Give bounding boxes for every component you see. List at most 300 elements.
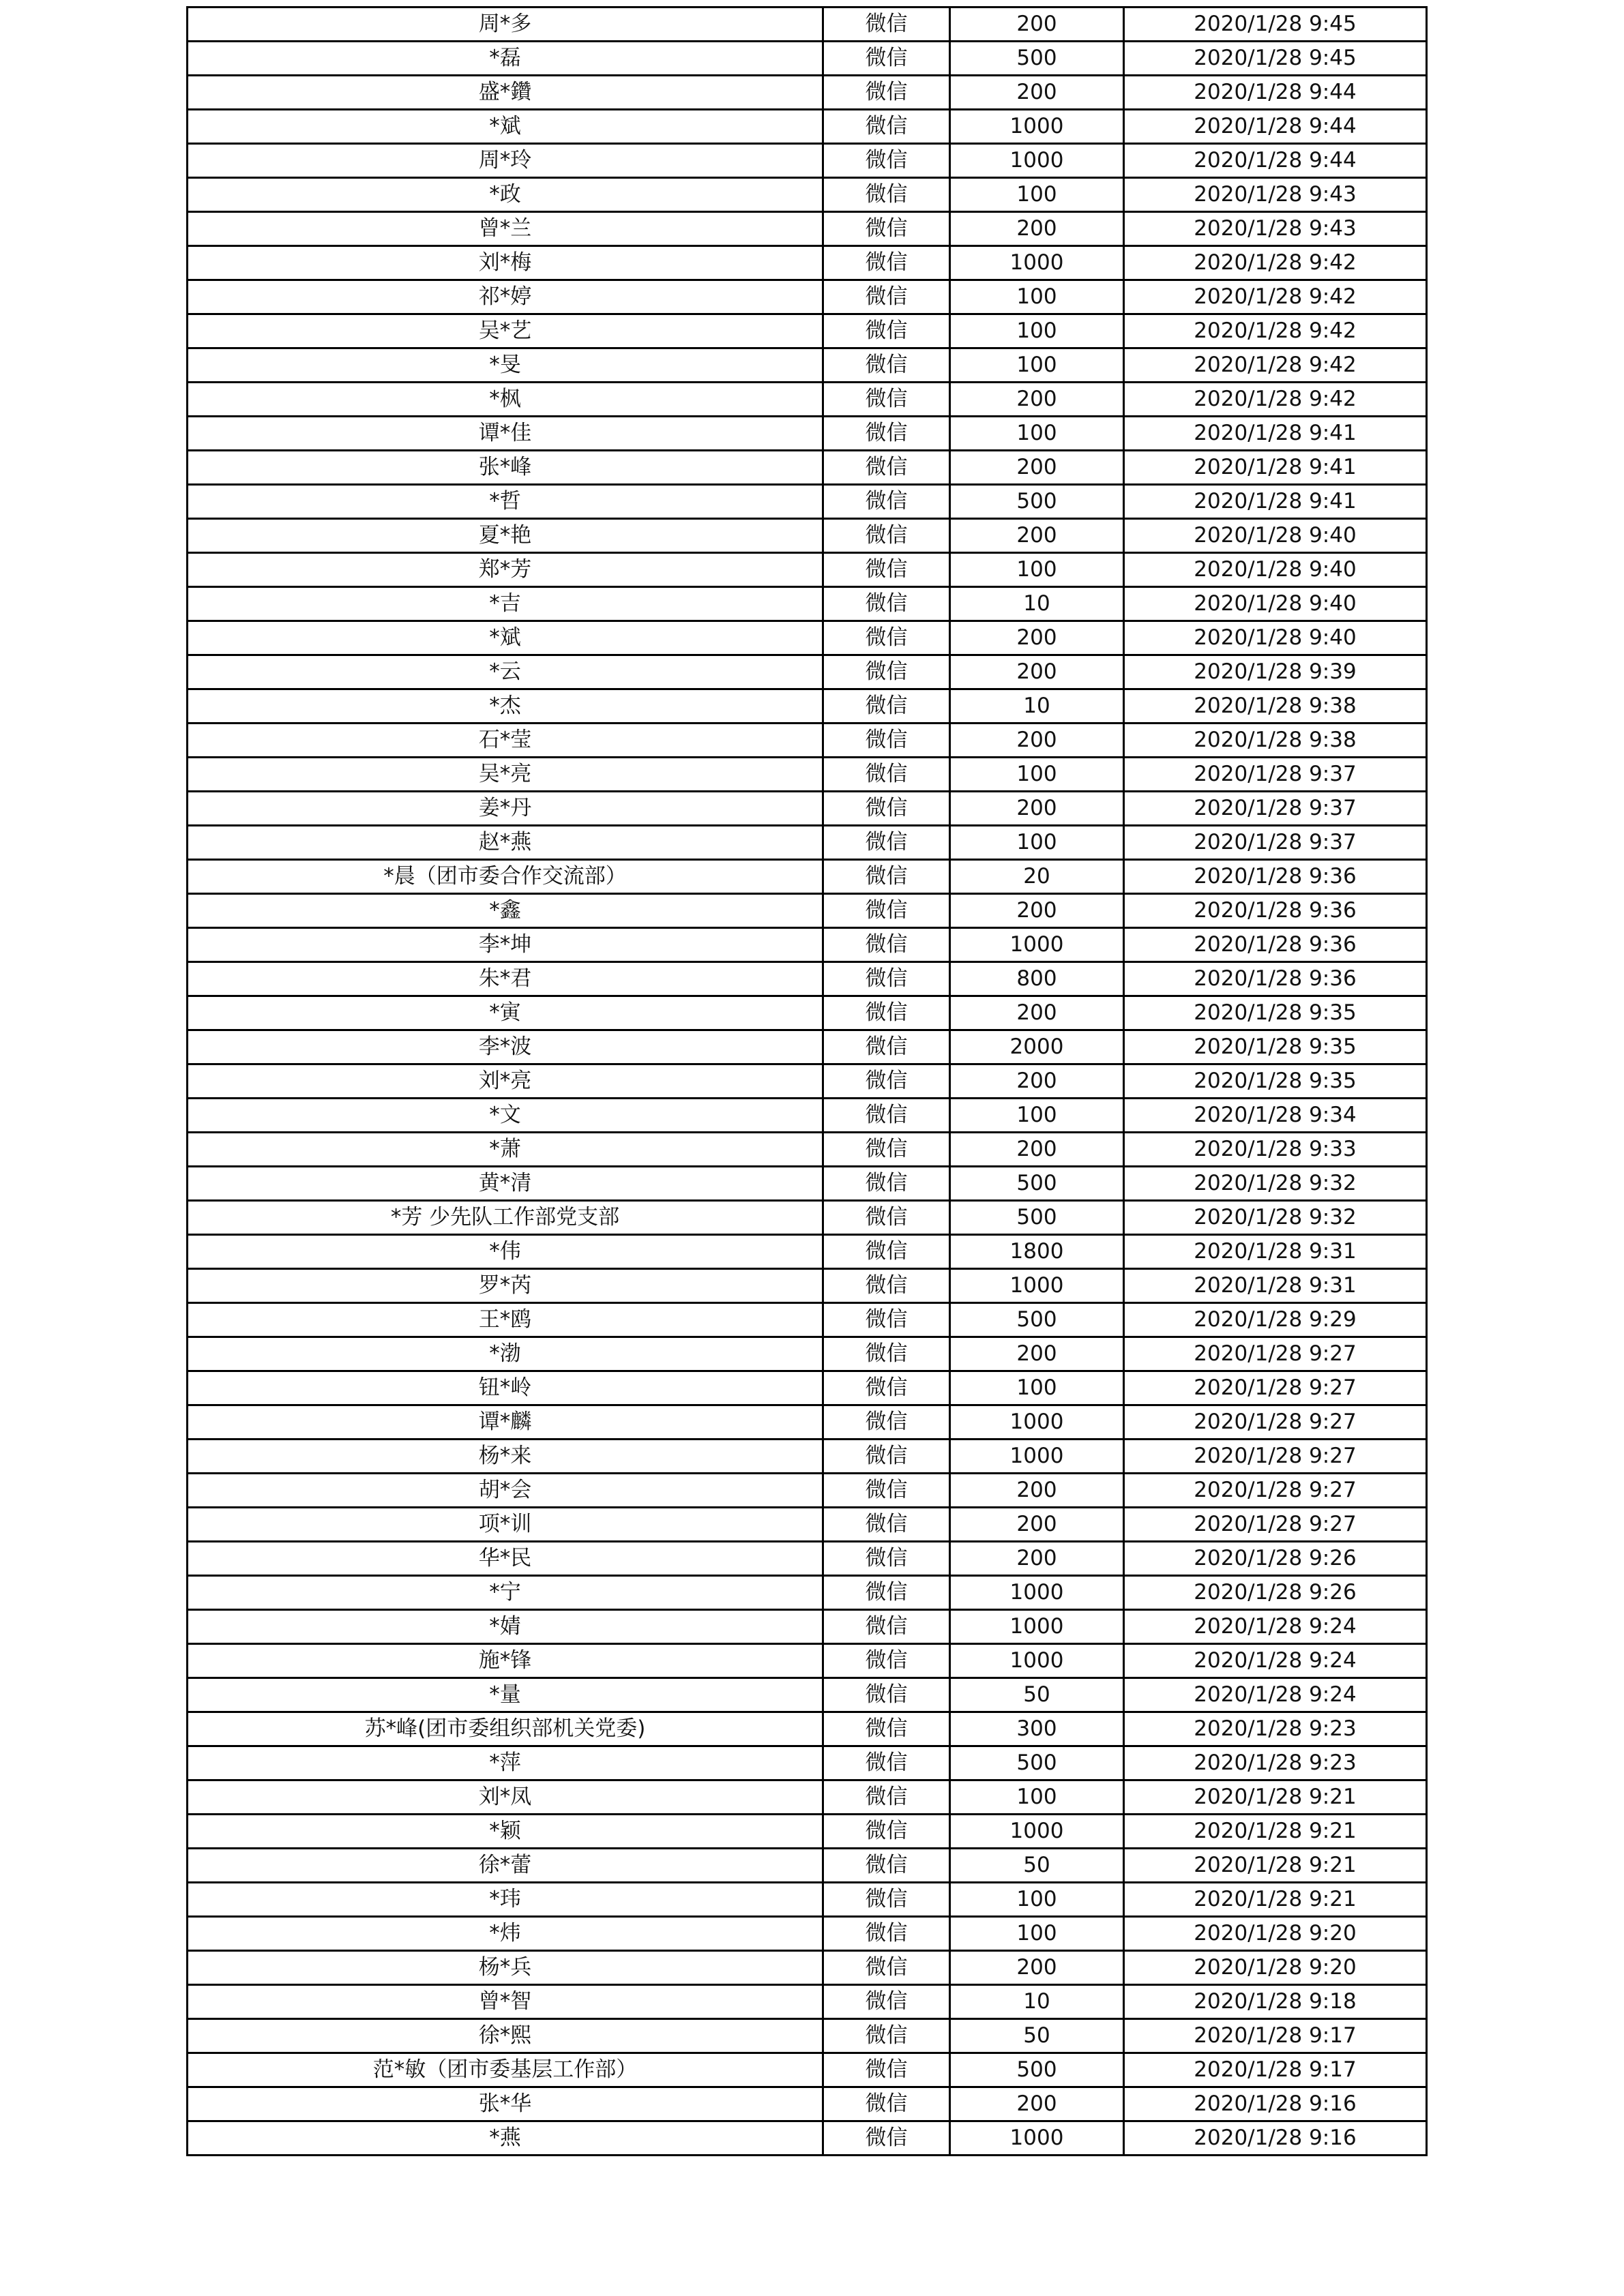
timestamp-cell: 2020/1/28 9:27 <box>1124 1371 1427 1405</box>
payment-method-cell: 微信 <box>823 1678 950 1712</box>
amount-cell: 200 <box>950 1508 1124 1542</box>
amount-cell: 200 <box>950 8 1124 42</box>
timestamp-cell: 2020/1/28 9:40 <box>1124 621 1427 655</box>
table-row <box>188 383 1427 417</box>
donor-name-cell: 李*波 <box>188 1030 823 1064</box>
payment-method-cell: 微信 <box>823 894 950 928</box>
donor-name-cell: *政 <box>188 178 823 212</box>
table-row <box>188 485 1427 519</box>
amount-cell: 1000 <box>950 928 1124 962</box>
amount-cell: 200 <box>950 76 1124 110</box>
payment-method-cell: 微信 <box>823 928 950 962</box>
payment-method-cell: 微信 <box>823 1064 950 1099</box>
donor-name-cell: 华*民 <box>188 1542 823 1576</box>
timestamp-cell: 2020/1/28 9:42 <box>1124 280 1427 314</box>
donor-name-cell: 周*多 <box>188 8 823 42</box>
timestamp-cell: 2020/1/28 9:37 <box>1124 792 1427 826</box>
timestamp-cell: 2020/1/28 9:18 <box>1124 1985 1427 2019</box>
timestamp-cell: 2020/1/28 9:36 <box>1124 928 1427 962</box>
donor-name-cell: 刘*梅 <box>188 246 823 280</box>
donor-name-cell: *玮 <box>188 1883 823 1917</box>
amount-cell: 1000 <box>950 1576 1124 1610</box>
donor-name-cell: *燕 <box>188 2121 823 2156</box>
amount-cell: 500 <box>950 42 1124 76</box>
table-row <box>188 1849 1427 1883</box>
timestamp-cell: 2020/1/28 9:24 <box>1124 1644 1427 1678</box>
payment-method-cell: 微信 <box>823 1133 950 1167</box>
timestamp-cell: 2020/1/28 9:42 <box>1124 246 1427 280</box>
timestamp-cell: 2020/1/28 9:21 <box>1124 1883 1427 1917</box>
donor-name-cell: 施*锋 <box>188 1644 823 1678</box>
timestamp-cell: 2020/1/28 9:21 <box>1124 1780 1427 1815</box>
timestamp-cell: 2020/1/28 9:23 <box>1124 1746 1427 1780</box>
timestamp-cell: 2020/1/28 9:26 <box>1124 1542 1427 1576</box>
amount-cell: 500 <box>950 485 1124 519</box>
donor-name-cell: 吴*艺 <box>188 314 823 348</box>
payment-method-cell: 微信 <box>823 1099 950 1133</box>
amount-cell: 100 <box>950 1099 1124 1133</box>
table-row <box>188 1576 1427 1610</box>
timestamp-cell: 2020/1/28 9:44 <box>1124 144 1427 178</box>
timestamp-cell: 2020/1/28 9:36 <box>1124 962 1427 996</box>
donor-name-cell: 罗*芮 <box>188 1269 823 1303</box>
payment-method-cell: 微信 <box>823 792 950 826</box>
timestamp-cell: 2020/1/28 9:33 <box>1124 1133 1427 1167</box>
timestamp-cell: 2020/1/28 9:21 <box>1124 1815 1427 1849</box>
payment-method-cell: 微信 <box>823 417 950 451</box>
payment-method-cell: 微信 <box>823 1474 950 1508</box>
payment-method-cell: 微信 <box>823 314 950 348</box>
amount-cell: 100 <box>950 1883 1124 1917</box>
timestamp-cell: 2020/1/28 9:35 <box>1124 996 1427 1030</box>
donor-name-cell: *颖 <box>188 1815 823 1849</box>
timestamp-cell: 2020/1/28 9:37 <box>1124 758 1427 792</box>
amount-cell: 100 <box>950 417 1124 451</box>
donor-name-cell: 黄*清 <box>188 1167 823 1201</box>
donor-name-cell: 盛*鑽 <box>188 76 823 110</box>
payment-method-cell: 微信 <box>823 1712 950 1746</box>
timestamp-cell: 2020/1/28 9:20 <box>1124 1917 1427 1951</box>
timestamp-cell: 2020/1/28 9:39 <box>1124 655 1427 689</box>
amount-cell: 1000 <box>950 1440 1124 1474</box>
table-row <box>188 76 1427 110</box>
timestamp-cell: 2020/1/28 9:32 <box>1124 1201 1427 1235</box>
payment-method-cell: 微信 <box>823 246 950 280</box>
timestamp-cell: 2020/1/28 9:42 <box>1124 314 1427 348</box>
amount-cell: 200 <box>950 212 1124 246</box>
payment-method-cell: 微信 <box>823 519 950 553</box>
table-row <box>188 1951 1427 1985</box>
payment-method-cell: 微信 <box>823 1235 950 1269</box>
payment-method-cell: 微信 <box>823 1780 950 1815</box>
donor-name-cell: 张*峰 <box>188 451 823 485</box>
donor-name-cell: 朱*君 <box>188 962 823 996</box>
amount-cell: 200 <box>950 655 1124 689</box>
payment-method-cell: 微信 <box>823 1746 950 1780</box>
donor-name-cell: *婧 <box>188 1610 823 1644</box>
amount-cell: 50 <box>950 2019 1124 2053</box>
payment-method-cell: 微信 <box>823 1030 950 1064</box>
table-row <box>188 519 1427 553</box>
table-row <box>188 1644 1427 1678</box>
timestamp-cell: 2020/1/28 9:37 <box>1124 826 1427 860</box>
amount-cell: 200 <box>950 2087 1124 2121</box>
table-row <box>188 1099 1427 1133</box>
donor-name-cell: *枫 <box>188 383 823 417</box>
table-row <box>188 178 1427 212</box>
donor-name-cell: *旻 <box>188 348 823 383</box>
payment-method-cell: 微信 <box>823 1405 950 1440</box>
timestamp-cell: 2020/1/28 9:41 <box>1124 485 1427 519</box>
payment-method-cell: 微信 <box>823 1951 950 1985</box>
donor-name-cell: 徐*熙 <box>188 2019 823 2053</box>
amount-cell: 500 <box>950 1746 1124 1780</box>
table-row <box>188 314 1427 348</box>
amount-cell: 10 <box>950 1985 1124 2019</box>
amount-cell: 200 <box>950 1951 1124 1985</box>
amount-cell: 200 <box>950 621 1124 655</box>
table-row <box>188 962 1427 996</box>
timestamp-cell: 2020/1/28 9:40 <box>1124 519 1427 553</box>
amount-cell: 100 <box>950 553 1124 587</box>
donor-name-cell: *哲 <box>188 485 823 519</box>
timestamp-cell: 2020/1/28 9:43 <box>1124 212 1427 246</box>
timestamp-cell: 2020/1/28 9:16 <box>1124 2121 1427 2156</box>
payment-method-cell: 微信 <box>823 1269 950 1303</box>
payment-method-cell: 微信 <box>823 758 950 792</box>
payment-method-cell: 微信 <box>823 724 950 758</box>
donor-name-cell: *云 <box>188 655 823 689</box>
timestamp-cell: 2020/1/28 9:27 <box>1124 1440 1427 1474</box>
table-row <box>188 1883 1427 1917</box>
timestamp-cell: 2020/1/28 9:40 <box>1124 553 1427 587</box>
timestamp-cell: 2020/1/28 9:21 <box>1124 1849 1427 1883</box>
payment-method-cell: 微信 <box>823 2019 950 2053</box>
table-row <box>188 758 1427 792</box>
table-row <box>188 587 1427 621</box>
donor-name-cell: *斌 <box>188 621 823 655</box>
payment-method-cell: 微信 <box>823 1440 950 1474</box>
timestamp-cell: 2020/1/28 9:29 <box>1124 1303 1427 1337</box>
amount-cell: 10 <box>950 689 1124 724</box>
payment-method-cell: 微信 <box>823 1644 950 1678</box>
payment-method-cell: 微信 <box>823 1337 950 1371</box>
donor-name-cell: *杰 <box>188 689 823 724</box>
amount-cell: 100 <box>950 280 1124 314</box>
amount-cell: 100 <box>950 178 1124 212</box>
table-row <box>188 1133 1427 1167</box>
payment-method-cell: 微信 <box>823 144 950 178</box>
timestamp-cell: 2020/1/28 9:44 <box>1124 110 1427 144</box>
table-row <box>188 928 1427 962</box>
payment-method-cell: 微信 <box>823 962 950 996</box>
table-row <box>188 348 1427 383</box>
payment-method-cell: 微信 <box>823 1849 950 1883</box>
amount-cell: 1000 <box>950 144 1124 178</box>
payment-method-cell: 微信 <box>823 451 950 485</box>
timestamp-cell: 2020/1/28 9:26 <box>1124 1576 1427 1610</box>
table-row <box>188 1917 1427 1951</box>
payment-method-cell: 微信 <box>823 2121 950 2156</box>
table-row <box>188 1712 1427 1746</box>
timestamp-cell: 2020/1/28 9:27 <box>1124 1405 1427 1440</box>
amount-cell: 200 <box>950 894 1124 928</box>
amount-cell: 1000 <box>950 2121 1124 2156</box>
amount-cell: 200 <box>950 1337 1124 1371</box>
timestamp-cell: 2020/1/28 9:35 <box>1124 1064 1427 1099</box>
table-row <box>188 246 1427 280</box>
amount-cell: 200 <box>950 1133 1124 1167</box>
donor-name-cell: *渤 <box>188 1337 823 1371</box>
amount-cell: 100 <box>950 1917 1124 1951</box>
amount-cell: 50 <box>950 1849 1124 1883</box>
donor-name-cell: 吴*亮 <box>188 758 823 792</box>
timestamp-cell: 2020/1/28 9:34 <box>1124 1099 1427 1133</box>
donor-name-cell: *炜 <box>188 1917 823 1951</box>
amount-cell: 500 <box>950 2053 1124 2087</box>
amount-cell: 20 <box>950 860 1124 894</box>
amount-cell: 1000 <box>950 1405 1124 1440</box>
timestamp-cell: 2020/1/28 9:42 <box>1124 383 1427 417</box>
timestamp-cell: 2020/1/28 9:44 <box>1124 76 1427 110</box>
donor-name-cell: 范*敏（团市委基层工作部） <box>188 2053 823 2087</box>
timestamp-cell: 2020/1/28 9:17 <box>1124 2053 1427 2087</box>
timestamp-cell: 2020/1/28 9:32 <box>1124 1167 1427 1201</box>
table-row <box>188 553 1427 587</box>
payment-method-cell: 微信 <box>823 1201 950 1235</box>
payment-method-cell: 微信 <box>823 826 950 860</box>
table-row <box>188 1201 1427 1235</box>
amount-cell: 1000 <box>950 1815 1124 1849</box>
table-row <box>188 1678 1427 1712</box>
table-row <box>188 689 1427 724</box>
timestamp-cell: 2020/1/28 9:27 <box>1124 1337 1427 1371</box>
donor-name-cell: *萍 <box>188 1746 823 1780</box>
payment-method-cell: 微信 <box>823 1371 950 1405</box>
payment-method-cell: 微信 <box>823 689 950 724</box>
payment-method-cell: 微信 <box>823 1508 950 1542</box>
amount-cell: 300 <box>950 1712 1124 1746</box>
payment-method-cell: 微信 <box>823 1883 950 1917</box>
timestamp-cell: 2020/1/28 9:16 <box>1124 2087 1427 2121</box>
donor-name-cell: *伟 <box>188 1235 823 1269</box>
amount-cell: 100 <box>950 1371 1124 1405</box>
table-row <box>188 1508 1427 1542</box>
amount-cell: 200 <box>950 383 1124 417</box>
donor-name-cell: 王*鸥 <box>188 1303 823 1337</box>
payment-method-cell: 微信 <box>823 178 950 212</box>
donor-name-cell: *宁 <box>188 1576 823 1610</box>
donor-name-cell: 石*莹 <box>188 724 823 758</box>
payment-method-cell: 微信 <box>823 1167 950 1201</box>
payment-method-cell: 微信 <box>823 8 950 42</box>
amount-cell: 200 <box>950 519 1124 553</box>
timestamp-cell: 2020/1/28 9:20 <box>1124 1951 1427 1985</box>
donor-name-cell: 李*坤 <box>188 928 823 962</box>
donor-name-cell: *量 <box>188 1678 823 1712</box>
table-row <box>188 144 1427 178</box>
donor-name-cell: *斌 <box>188 110 823 144</box>
amount-cell: 800 <box>950 962 1124 996</box>
table-row <box>188 826 1427 860</box>
table-row <box>188 1167 1427 1201</box>
table-row <box>188 1474 1427 1508</box>
donor-name-cell: *磊 <box>188 42 823 76</box>
timestamp-cell: 2020/1/28 9:41 <box>1124 451 1427 485</box>
donation-table-body <box>188 8 1427 2156</box>
timestamp-cell: 2020/1/28 9:38 <box>1124 724 1427 758</box>
table-row <box>188 1405 1427 1440</box>
payment-method-cell: 微信 <box>823 2053 950 2087</box>
amount-cell: 100 <box>950 758 1124 792</box>
table-row <box>188 2019 1427 2053</box>
table-row <box>188 894 1427 928</box>
payment-method-cell: 微信 <box>823 348 950 383</box>
payment-method-cell: 微信 <box>823 485 950 519</box>
table-row <box>188 1440 1427 1474</box>
amount-cell: 1000 <box>950 1610 1124 1644</box>
donor-name-cell: *芳 少先队工作部党支部 <box>188 1201 823 1235</box>
table-row <box>188 621 1427 655</box>
amount-cell: 200 <box>950 1542 1124 1576</box>
table-row <box>188 8 1427 42</box>
donor-name-cell: 祁*婷 <box>188 280 823 314</box>
table-row <box>188 1610 1427 1644</box>
amount-cell: 100 <box>950 1780 1124 1815</box>
amount-cell: 100 <box>950 826 1124 860</box>
amount-cell: 1800 <box>950 1235 1124 1269</box>
timestamp-cell: 2020/1/28 9:27 <box>1124 1508 1427 1542</box>
timestamp-cell: 2020/1/28 9:35 <box>1124 1030 1427 1064</box>
amount-cell: 1000 <box>950 1644 1124 1678</box>
payment-method-cell: 微信 <box>823 860 950 894</box>
table-row <box>188 1371 1427 1405</box>
table-row <box>188 1303 1427 1337</box>
amount-cell: 1000 <box>950 246 1124 280</box>
donor-name-cell: 赵*燕 <box>188 826 823 860</box>
timestamp-cell: 2020/1/28 9:40 <box>1124 587 1427 621</box>
donor-name-cell: 郑*芳 <box>188 553 823 587</box>
table-row <box>188 2087 1427 2121</box>
donation-table <box>186 6 1428 2156</box>
timestamp-cell: 2020/1/28 9:41 <box>1124 417 1427 451</box>
timestamp-cell: 2020/1/28 9:31 <box>1124 1269 1427 1303</box>
donor-name-cell: 谭*麟 <box>188 1405 823 1440</box>
amount-cell: 200 <box>950 1474 1124 1508</box>
table-row <box>188 792 1427 826</box>
payment-method-cell: 微信 <box>823 996 950 1030</box>
timestamp-cell: 2020/1/28 9:31 <box>1124 1235 1427 1269</box>
payment-method-cell: 微信 <box>823 76 950 110</box>
payment-method-cell: 微信 <box>823 2087 950 2121</box>
amount-cell: 200 <box>950 1064 1124 1099</box>
donor-name-cell: *吉 <box>188 587 823 621</box>
table-row <box>188 655 1427 689</box>
table-row <box>188 110 1427 144</box>
amount-cell: 500 <box>950 1303 1124 1337</box>
amount-cell: 100 <box>950 348 1124 383</box>
amount-cell: 200 <box>950 792 1124 826</box>
payment-method-cell: 微信 <box>823 383 950 417</box>
table-row <box>188 1985 1427 2019</box>
donor-name-cell: 谭*佳 <box>188 417 823 451</box>
payment-method-cell: 微信 <box>823 1542 950 1576</box>
donor-name-cell: *寅 <box>188 996 823 1030</box>
payment-method-cell: 微信 <box>823 587 950 621</box>
payment-method-cell: 微信 <box>823 1985 950 2019</box>
table-row <box>188 417 1427 451</box>
table-row <box>188 1746 1427 1780</box>
donor-name-cell: 张*华 <box>188 2087 823 2121</box>
donor-name-cell: 刘*凤 <box>188 1780 823 1815</box>
table-row <box>188 1542 1427 1576</box>
payment-method-cell: 微信 <box>823 212 950 246</box>
payment-method-cell: 微信 <box>823 280 950 314</box>
donor-name-cell: 胡*会 <box>188 1474 823 1508</box>
payment-method-cell: 微信 <box>823 1917 950 1951</box>
timestamp-cell: 2020/1/28 9:24 <box>1124 1610 1427 1644</box>
donor-name-cell: 姜*丹 <box>188 792 823 826</box>
table-row <box>188 724 1427 758</box>
payment-method-cell: 微信 <box>823 1815 950 1849</box>
payment-method-cell: 微信 <box>823 42 950 76</box>
payment-method-cell: 微信 <box>823 1610 950 1644</box>
donor-name-cell: 刘*亮 <box>188 1064 823 1099</box>
table-row <box>188 860 1427 894</box>
donor-name-cell: 周*玲 <box>188 144 823 178</box>
table-row <box>188 1815 1427 1849</box>
payment-method-cell: 微信 <box>823 110 950 144</box>
donor-name-cell: 杨*来 <box>188 1440 823 1474</box>
amount-cell: 10 <box>950 587 1124 621</box>
amount-cell: 200 <box>950 724 1124 758</box>
donor-name-cell: 杨*兵 <box>188 1951 823 1985</box>
timestamp-cell: 2020/1/28 9:23 <box>1124 1712 1427 1746</box>
timestamp-cell: 2020/1/28 9:36 <box>1124 894 1427 928</box>
table-row <box>188 2053 1427 2087</box>
table-row <box>188 1780 1427 1815</box>
table-row <box>188 451 1427 485</box>
donor-name-cell: *鑫 <box>188 894 823 928</box>
table-row <box>188 1064 1427 1099</box>
timestamp-cell: 2020/1/28 9:45 <box>1124 8 1427 42</box>
payment-method-cell: 微信 <box>823 1303 950 1337</box>
timestamp-cell: 2020/1/28 9:27 <box>1124 1474 1427 1508</box>
timestamp-cell: 2020/1/28 9:42 <box>1124 348 1427 383</box>
table-row <box>188 280 1427 314</box>
donor-name-cell: 曾*兰 <box>188 212 823 246</box>
timestamp-cell: 2020/1/28 9:17 <box>1124 2019 1427 2053</box>
payment-method-cell: 微信 <box>823 621 950 655</box>
amount-cell: 1000 <box>950 1269 1124 1303</box>
donor-name-cell: *文 <box>188 1099 823 1133</box>
table-row <box>188 42 1427 76</box>
amount-cell: 100 <box>950 314 1124 348</box>
amount-cell: 200 <box>950 996 1124 1030</box>
donor-name-cell: 苏*峰(团市委组织部机关党委) <box>188 1712 823 1746</box>
timestamp-cell: 2020/1/28 9:38 <box>1124 689 1427 724</box>
table-row <box>188 212 1427 246</box>
donor-name-cell: 夏*艳 <box>188 519 823 553</box>
donor-name-cell: *萧 <box>188 1133 823 1167</box>
table-row <box>188 996 1427 1030</box>
payment-method-cell: 微信 <box>823 655 950 689</box>
table-row <box>188 1269 1427 1303</box>
timestamp-cell: 2020/1/28 9:45 <box>1124 42 1427 76</box>
payment-method-cell: 微信 <box>823 553 950 587</box>
table-row <box>188 1235 1427 1269</box>
amount-cell: 1000 <box>950 110 1124 144</box>
